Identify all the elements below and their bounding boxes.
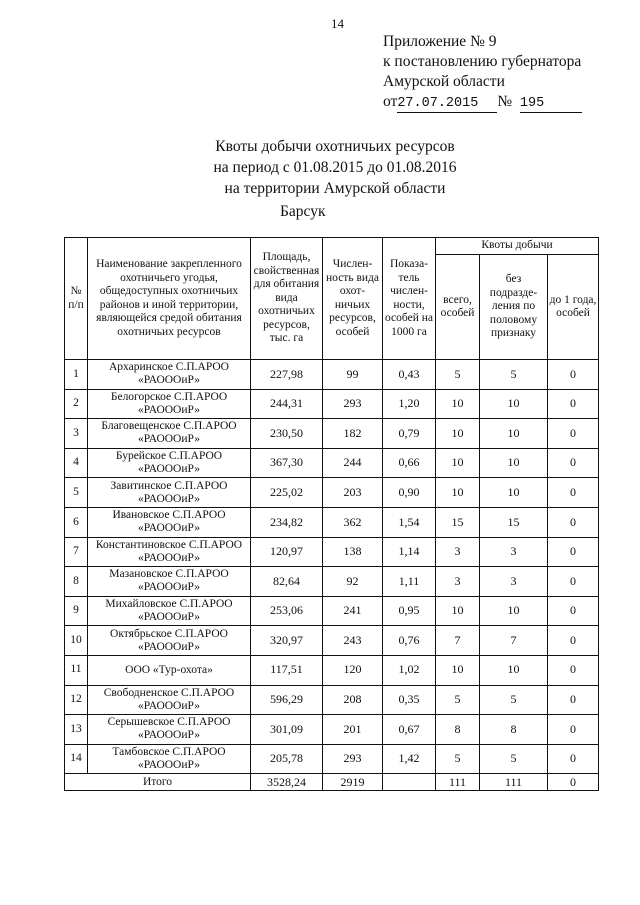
cell-density: 0,66 (383, 448, 436, 478)
cell-area: 205,78 (251, 744, 323, 774)
name-line-2: «РАОООиР» (138, 759, 200, 772)
total-area: 3528,24 (251, 774, 323, 791)
name-line-1: Архаринское С.П.АРОО (109, 361, 229, 374)
cell-quota-total: 10 (436, 478, 480, 508)
cell-area: 120,97 (251, 537, 323, 567)
cell-quota-total: 5 (436, 685, 480, 715)
name-line-2: «РАОООиР» (138, 551, 200, 564)
cell-density: 1,11 (383, 567, 436, 597)
header-quota-total: всего, особей (436, 255, 480, 360)
header-num: № п/п (65, 238, 88, 360)
cell-num: 1 (65, 360, 88, 390)
cell-population: 182 (323, 419, 383, 449)
cell-density: 1,42 (383, 744, 436, 774)
cell-quota-nosex: 5 (480, 744, 548, 774)
cell-name (88, 537, 251, 567)
cell-name (88, 419, 251, 449)
cell-name (88, 478, 251, 508)
name-line-1: Мазановское С.П.АРОО (109, 568, 229, 581)
name-line-2: «РАОООиР» (138, 522, 200, 535)
cell-quota-total: 5 (436, 360, 480, 390)
cell-quota-under1: 0 (548, 507, 599, 537)
cell-quota-nosex: 3 (480, 567, 548, 597)
cell-quota-under1: 0 (548, 360, 599, 390)
name-line-2: «РАОООиР» (138, 374, 200, 387)
cell-quota-nosex: 5 (480, 685, 548, 715)
table-row (65, 448, 599, 478)
header-density: Показа- тель числен- ности, особей на 1000 га (383, 238, 436, 360)
cell-population: 241 (323, 596, 383, 626)
cell-quota-nosex: 5 (480, 360, 548, 390)
name-line-1: ООО «Тур-охота» (125, 663, 213, 676)
cell-population: 244 (323, 448, 383, 478)
cell-num: 6 (65, 507, 88, 537)
cell-population: 208 (323, 685, 383, 715)
name-line-1: Октябрьское С.П.АРОО (110, 627, 228, 640)
cell-population: 293 (323, 744, 383, 774)
cell-area: 117,51 (251, 655, 323, 685)
cell-density: 1,02 (383, 655, 436, 685)
appendix-date-line (383, 92, 582, 113)
cell-quota-under1: 0 (548, 596, 599, 626)
cell-population: 92 (323, 567, 383, 597)
cell-area: 82,64 (251, 567, 323, 597)
table-row (65, 507, 599, 537)
cell-area: 301,09 (251, 715, 323, 745)
name-line-2: «РАОООиР» (138, 699, 200, 712)
total-quota-nosex: 111 (480, 774, 548, 791)
cell-name (88, 360, 251, 390)
name-line-1: Свободненское С.П.АРОО (103, 686, 235, 699)
name-line-1: Серышевское С.П.АРОО (107, 716, 231, 729)
table-row (65, 626, 599, 656)
decree-number: 195 (520, 96, 582, 113)
cell-quota-nosex: 10 (480, 419, 548, 449)
cell-quota-total: 3 (436, 567, 480, 597)
header-quota-under1: до 1 года, особей (548, 255, 599, 360)
cell-area: 230,50 (251, 419, 323, 449)
name-line-1: Михайловское С.П.АРОО (105, 598, 233, 611)
cell-name (88, 596, 251, 626)
name-line-1: Тамбовское С.П.АРОО (112, 746, 226, 759)
cell-num: 12 (65, 685, 88, 715)
cell-quota-total: 7 (436, 626, 480, 656)
cell-area: 227,98 (251, 360, 323, 390)
cell-population: 138 (323, 537, 383, 567)
header-quota-nosex: без подразде- ления по половому признаку (480, 255, 548, 360)
cell-quota-under1: 0 (548, 567, 599, 597)
cell-population: 99 (323, 360, 383, 390)
cell-area: 367,30 (251, 448, 323, 478)
name-line-1: Бурейское С.П.АРОО (115, 450, 223, 463)
quota-table (64, 237, 599, 791)
cell-population: 201 (323, 715, 383, 745)
heading-line-2: на период с 01.08.2015 до 01.08.2016 (213, 159, 457, 176)
cell-density: 0,79 (383, 419, 436, 449)
name-line-2: «РАОООиР» (138, 611, 200, 624)
name-line-2: «РАОООиР» (138, 463, 200, 476)
cell-name (88, 507, 251, 537)
cell-quota-total: 10 (436, 655, 480, 685)
cell-name (88, 655, 251, 685)
cell-name (88, 744, 251, 774)
name-line-2: «РАОООиР» (138, 729, 200, 742)
total-row (65, 774, 599, 791)
cell-population: 293 (323, 389, 383, 419)
table-row (65, 478, 599, 508)
cell-area: 253,06 (251, 596, 323, 626)
cell-quota-under1: 0 (548, 448, 599, 478)
table-row (65, 419, 599, 449)
species-title: Барсук (280, 203, 326, 220)
cell-density: 0,43 (383, 360, 436, 390)
cell-density: 1,14 (383, 537, 436, 567)
cell-quota-under1: 0 (548, 389, 599, 419)
header-name: Наименование закрепленного охотничьего угодья, общедоступных охотничьих районов и иной территории, являющейся средой обитания охотничьих ресурсов (88, 238, 251, 360)
page-number: 14 (331, 16, 344, 31)
table-row (65, 744, 599, 774)
cell-quota-nosex: 10 (480, 389, 548, 419)
cell-quota-total: 5 (436, 744, 480, 774)
cell-name (88, 626, 251, 656)
cell-quota-under1: 0 (548, 537, 599, 567)
total-label: Итого (65, 774, 251, 791)
cell-quota-nosex: 3 (480, 537, 548, 567)
cell-num: 11 (65, 655, 88, 685)
cell-quota-nosex: 10 (480, 596, 548, 626)
name-line-2: «РАОООиР» (138, 492, 200, 505)
cell-quota-under1: 0 (548, 715, 599, 745)
cell-num: 3 (65, 419, 88, 449)
table-row (65, 685, 599, 715)
header-quota-group: Квоты добычи (436, 238, 599, 255)
table-row (65, 360, 599, 390)
number-prefix: № (497, 93, 513, 110)
cell-quota-total: 15 (436, 507, 480, 537)
cell-quota-nosex: 7 (480, 626, 548, 656)
cell-num: 8 (65, 567, 88, 597)
table-row (65, 596, 599, 626)
cell-quota-under1: 0 (548, 478, 599, 508)
table-row (65, 567, 599, 597)
decree-date: 27.07.2015 (397, 96, 497, 113)
cell-num: 7 (65, 537, 88, 567)
cell-quota-total: 10 (436, 419, 480, 449)
table-row (65, 715, 599, 745)
name-line-1: Благовещенское С.П.АРОО (101, 420, 237, 433)
cell-quota-total: 10 (436, 448, 480, 478)
name-line-1: Завитинское С.П.АРОО (110, 479, 228, 492)
appendix-title: Приложение № 9 (383, 33, 497, 50)
cell-density: 0,95 (383, 596, 436, 626)
cell-quota-nosex: 15 (480, 507, 548, 537)
cell-population: 203 (323, 478, 383, 508)
cell-quota-total: 10 (436, 389, 480, 419)
cell-num: 14 (65, 744, 88, 774)
table-row (65, 537, 599, 567)
cell-name (88, 448, 251, 478)
total-quota-total: 111 (436, 774, 480, 791)
cell-quota-nosex: 10 (480, 478, 548, 508)
cell-quota-under1: 0 (548, 685, 599, 715)
cell-quota-nosex: 8 (480, 715, 548, 745)
name-line-1: Ивановское С.П.АРОО (112, 509, 226, 522)
cell-name (88, 567, 251, 597)
cell-num: 13 (65, 715, 88, 745)
cell-quota-total: 10 (436, 596, 480, 626)
cell-quota-under1: 0 (548, 626, 599, 656)
cell-num: 2 (65, 389, 88, 419)
cell-area: 234,82 (251, 507, 323, 537)
name-line-2: «РАОООиР» (138, 433, 200, 446)
document-heading (150, 136, 520, 199)
table-row (65, 389, 599, 419)
cell-quota-under1: 0 (548, 744, 599, 774)
cell-name (88, 685, 251, 715)
cell-name (88, 715, 251, 745)
cell-area: 225,02 (251, 478, 323, 508)
header-population: Числен- ность вида охот- ничьих ресурсов, особей (323, 238, 383, 360)
cell-area: 244,31 (251, 389, 323, 419)
cell-area: 596,29 (251, 685, 323, 715)
heading-line-1: Квоты добычи охотничьих ресурсов (215, 138, 455, 155)
cell-density: 0,76 (383, 626, 436, 656)
total-quota-under1: 0 (548, 774, 599, 791)
date-prefix: от (383, 93, 398, 110)
cell-quota-under1: 0 (548, 419, 599, 449)
appendix-block (383, 32, 582, 113)
cell-num: 9 (65, 596, 88, 626)
cell-density: 1,54 (383, 507, 436, 537)
cell-name (88, 389, 251, 419)
total-density (383, 774, 436, 791)
heading-line-3: на территории Амурской области (224, 180, 446, 197)
name-line-2: «РАОООиР» (138, 403, 200, 416)
cell-population: 120 (323, 655, 383, 685)
cell-quota-total: 8 (436, 715, 480, 745)
cell-quota-under1: 0 (548, 655, 599, 685)
cell-density: 0,67 (383, 715, 436, 745)
cell-population: 362 (323, 507, 383, 537)
cell-area: 320,97 (251, 626, 323, 656)
name-line-2: «РАОООиР» (138, 581, 200, 594)
cell-quota-nosex: 10 (480, 655, 548, 685)
cell-quota-total: 3 (436, 537, 480, 567)
cell-num: 5 (65, 478, 88, 508)
cell-density: 0,35 (383, 685, 436, 715)
cell-population: 243 (323, 626, 383, 656)
appendix-line-region: Амурской области (383, 73, 505, 90)
appendix-line-decree: к постановлению губернатора (383, 53, 582, 70)
cell-density: 0,90 (383, 478, 436, 508)
name-line-1: Белогорское С.П.АРОО (110, 390, 228, 403)
cell-quota-nosex: 10 (480, 448, 548, 478)
cell-density: 1,20 (383, 389, 436, 419)
cell-num: 10 (65, 626, 88, 656)
total-population: 2919 (323, 774, 383, 791)
name-line-2: «РАОООиР» (138, 640, 200, 653)
name-line-1: Константиновское С.П.АРОО (95, 538, 243, 551)
cell-num: 4 (65, 448, 88, 478)
header-area: Площадь, свойственная для обитания вида охотничьих ресурсов, тыс. га (251, 238, 323, 360)
table-row (65, 655, 599, 685)
